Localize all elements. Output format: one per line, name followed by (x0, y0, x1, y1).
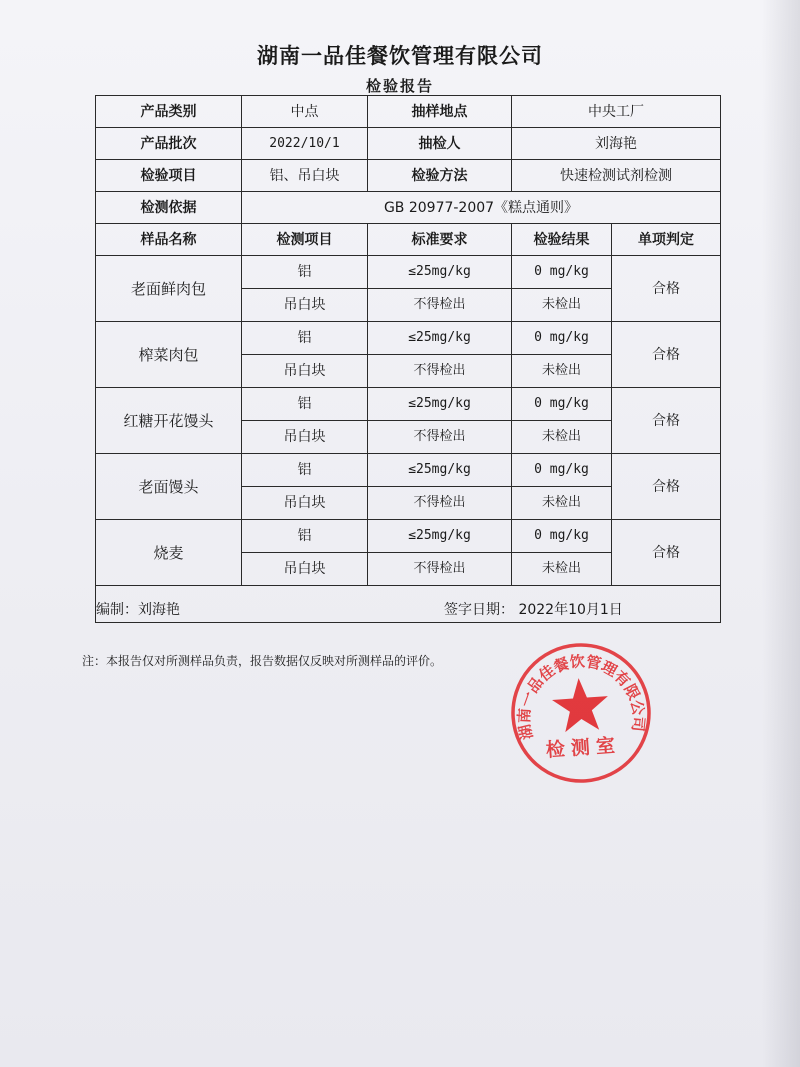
info-row (96, 192, 721, 224)
table-row (96, 322, 721, 355)
info-row (96, 96, 721, 128)
standard-requirement: ≤25mg/kg (368, 256, 512, 289)
sample-name: 老面馒头 (96, 454, 242, 520)
sample-name: 榨菜肉包 (96, 322, 242, 388)
test-result: 未检出 (512, 553, 612, 586)
sample-rows (96, 256, 721, 586)
col-header: 标准要求 (368, 224, 512, 256)
table-row (96, 256, 721, 289)
test-result: 0 mg/kg (512, 388, 612, 421)
table-row (96, 454, 721, 487)
test-result: 未检出 (512, 289, 612, 322)
standard-requirement: ≤25mg/kg (368, 322, 512, 355)
batch-value: 2022/10/1 (242, 128, 368, 160)
standard-requirement: 不得检出 (368, 355, 512, 388)
test-result: 0 mg/kg (512, 520, 612, 553)
report-note: 注：本报告仅对所测样品负责，报告数据仅反映对所测样品的评价。 (82, 654, 443, 668)
col-header: 样品名称 (96, 224, 242, 256)
official-seal-stamp (503, 635, 659, 791)
standard-requirement: 不得检出 (368, 421, 512, 454)
verdict: 合格 (612, 322, 721, 388)
stamp-center-text: 检测室 (545, 734, 622, 762)
sampling-location-label: 抽样地点 (368, 96, 512, 128)
test-item: 吊白块 (242, 421, 368, 454)
test-item: 吊白块 (242, 355, 368, 388)
standard-requirement: ≤25mg/kg (368, 454, 512, 487)
sign-date: 签字日期： 2022年10月1日 (444, 602, 623, 618)
test-item: 铝 (242, 322, 368, 355)
company-name: 湖南一品佳餐饮管理有限公司 (257, 44, 543, 68)
sample-name: 老面鲜肉包 (96, 256, 242, 322)
standard-requirement: ≤25mg/kg (368, 520, 512, 553)
standard-requirement: 不得检出 (368, 553, 512, 586)
table-row (96, 520, 721, 553)
standard-requirement: 不得检出 (368, 487, 512, 520)
test-result: 0 mg/kg (512, 454, 612, 487)
sample-name: 红糖开花馒头 (96, 388, 242, 454)
test-result: 未检出 (512, 355, 612, 388)
column-header-row (96, 224, 721, 256)
test-item: 铝 (242, 256, 368, 289)
batch-label: 产品批次 (96, 128, 242, 160)
inspector-value: 刘海艳 (512, 128, 721, 160)
test-item: 吊白块 (242, 553, 368, 586)
editor-signature: 编制：刘海艳 (96, 602, 180, 618)
footer-cell (96, 586, 721, 623)
basis-label: 检测依据 (96, 192, 242, 224)
test-item: 铝 (242, 454, 368, 487)
verdict: 合格 (612, 388, 721, 454)
info-row (96, 128, 721, 160)
test-result: 未检出 (512, 421, 612, 454)
verdict: 合格 (612, 520, 721, 586)
page-shadow (762, 0, 800, 1067)
info-row (96, 160, 721, 192)
footer-row (96, 586, 721, 623)
stamp-ring-text: 湖南一品佳餐饮管理有限公司 (515, 652, 648, 742)
standard-requirement: ≤25mg/kg (368, 388, 512, 421)
items-label: 检验项目 (96, 160, 242, 192)
table-row (96, 388, 721, 421)
test-result: 0 mg/kg (512, 256, 612, 289)
sample-name: 烧麦 (96, 520, 242, 586)
items-value: 铝、吊白块 (242, 160, 368, 192)
test-item: 铝 (242, 388, 368, 421)
standard-requirement: 不得检出 (368, 289, 512, 322)
method-value: 快速检测试剂检测 (512, 160, 721, 192)
test-item: 吊白块 (242, 289, 368, 322)
test-result: 未检出 (512, 487, 612, 520)
verdict: 合格 (612, 256, 721, 322)
method-label: 检验方法 (368, 160, 512, 192)
col-header: 单项判定 (612, 224, 721, 256)
col-header: 检验结果 (512, 224, 612, 256)
test-result: 0 mg/kg (512, 322, 612, 355)
product-category-value: 中点 (242, 96, 368, 128)
col-header: 检测项目 (242, 224, 368, 256)
test-item: 铝 (242, 520, 368, 553)
inspector-label: 抽检人 (368, 128, 512, 160)
basis-value: GB 20977-2007《糕点通则》 (242, 192, 721, 224)
star-icon (551, 676, 611, 733)
verdict: 合格 (612, 454, 721, 520)
report-title: 检验报告 (365, 77, 434, 95)
product-category-label: 产品类别 (96, 96, 242, 128)
sampling-location-value: 中央工厂 (512, 96, 721, 128)
inspection-table (95, 95, 721, 623)
test-item: 吊白块 (242, 487, 368, 520)
